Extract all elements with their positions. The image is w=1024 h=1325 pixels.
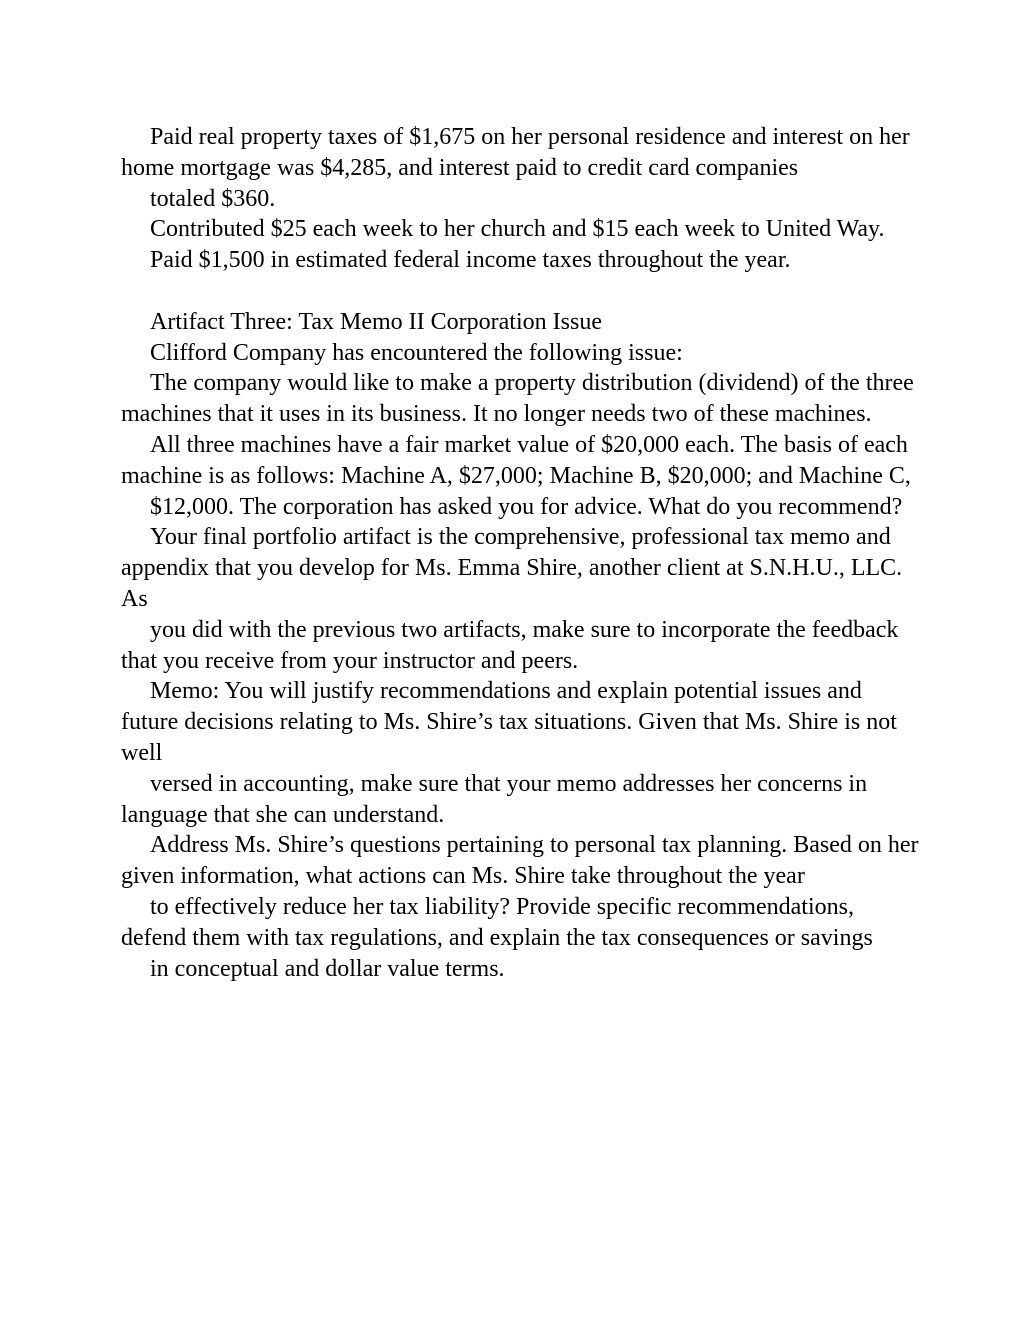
paragraph-estimated-taxes: Paid $1,500 in estimated federal income taxes throughout the year.: [150, 247, 791, 274]
section-heading-artifact-three: Artifact Three: Tax Memo II Corporation Issue: [150, 308, 602, 335]
paragraph-totaled: totaled $360.: [150, 185, 276, 212]
paragraph-spacer: [121, 276, 921, 307]
paragraph-issue-intro: Clifford Company has encountered the following issue:: [150, 339, 683, 366]
paragraph-memo-description: Memo: You will justify recommendations and explain potential issues and future decisions relating to Ms. Shire’s tax situations. Given that Ms. Shire is not well: [121, 678, 897, 766]
paragraph-dollar-terms: in conceptual and dollar value terms.: [150, 955, 505, 982]
paragraph-recommendations: to effectively reduce her tax liability? Provide specific recommendations, defend them with tax regulations, and explain the tax consequences or savings: [121, 893, 873, 951]
paragraph-advice-request: $12,000. The corporation has asked you for advice. What do you recommend?: [150, 493, 903, 520]
paragraph-machine-values: All three machines have a fair market value of $20,000 each. The basis of each machine is as follows: Machine A, $27,000; Machine B, $20,000; and Machine C,: [121, 431, 911, 489]
paragraph-memo-language: versed in accounting, make sure that your memo addresses her concerns in language that she can understand.: [121, 770, 868, 828]
paragraph-personal-tax-planning: Address Ms. Shire’s questions pertaining to personal tax planning. Based on her given information, what actions can Ms. Shire take throughout the year: [121, 832, 919, 890]
paragraph-property-taxes: Paid real property taxes of $1,675 on her personal residence and interest on her home mortgage was $4,285, and interest paid to credit card companies: [121, 124, 910, 181]
paragraph-property-distribution: The company would like to make a property distribution (dividend) of the three machines that it uses in its business. It no longer needs two of these machines.: [121, 370, 914, 428]
paragraph-feedback: you did with the previous two artifacts, make sure to incorporate the feedback that you receive from your instructor and peers.: [121, 616, 899, 674]
document-body: [121, 122, 921, 984]
paragraph-contributions: Contributed $25 each week to her church and $15 each week to United Way.: [150, 216, 885, 243]
paragraph-final-artifact: Your final portfolio artifact is the comprehensive, professional tax memo and appendix that you develop for Ms. Emma Shire, another client at S.N.H.U., LLC. As: [121, 524, 903, 612]
